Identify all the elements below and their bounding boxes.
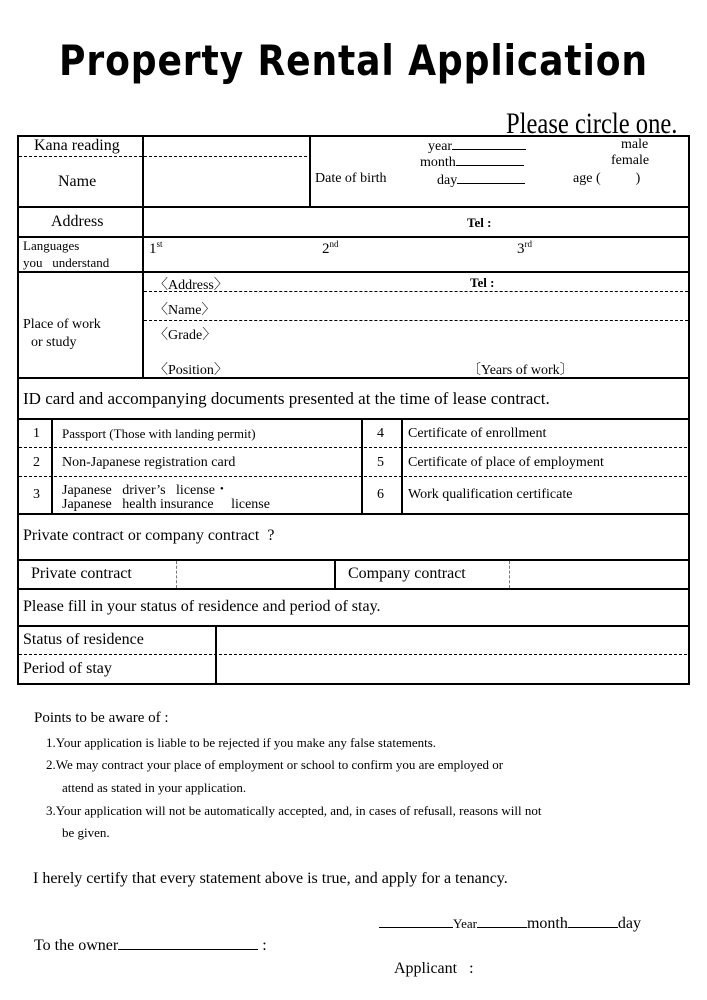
work-grade: 〈Grade〉	[154, 328, 217, 343]
note-line: be given.	[62, 825, 110, 840]
id-item-text: Non-Japanese registration card	[62, 455, 236, 470]
id-item-num: 4	[377, 426, 384, 441]
address-label: Address	[51, 213, 104, 230]
kana-label: Kana reading	[34, 137, 120, 154]
id-item-text: Japanese driver’s license ･	[62, 483, 226, 498]
id-item-text: Certificate of enrollment	[408, 426, 547, 441]
residence-heading: Please fill in your status of residence and period of stay.	[23, 598, 381, 615]
contract-question: Private contract or company contract ?	[23, 527, 275, 544]
gender-female[interactable]: female	[611, 153, 650, 168]
note-line: 2.We may contract your place of employment or school to confirm you are employed or	[46, 757, 504, 772]
dob-label: Date of birth	[315, 171, 387, 186]
gender-male[interactable]: male	[621, 137, 649, 152]
company-contract-option[interactable]: Company contract	[348, 565, 466, 582]
language-3rd: 3rd	[517, 239, 532, 257]
id-item-text: Work qualification certificate	[408, 487, 573, 502]
id-item-text: Certificate of place of employment	[408, 455, 604, 470]
work-label-2: or study	[31, 335, 77, 350]
certification-statement: I herely certify that every statement above is true, and apply for a tenancy.	[33, 870, 508, 887]
work-name: 〈Name〉	[154, 303, 216, 318]
address-tel: Tel :	[467, 215, 492, 230]
note-line: attend as stated in your application.	[62, 780, 247, 795]
dob-day: day	[437, 171, 525, 189]
work-address: 〈Address〉	[154, 278, 228, 293]
id-item-num: 1	[33, 426, 40, 441]
dob-year: year	[428, 137, 526, 155]
notes-heading: Points to be aware of :	[34, 710, 169, 726]
work-tel: Tel :	[470, 275, 495, 290]
signature-date: Year month day	[379, 915, 641, 933]
page-title: Property Rental Application	[59, 36, 648, 85]
status-of-residence-label: Status of residence	[23, 631, 144, 648]
languages-label-1: Languages	[23, 238, 80, 253]
private-contract-option[interactable]: Private contract	[31, 565, 132, 582]
note-line: 1.Your application is liable to be rejected if you make any false statements.	[46, 735, 437, 750]
circle-instruction: Please circle one.	[506, 107, 678, 140]
period-of-stay-label: Period of stay	[23, 660, 112, 677]
work-position: 〈Position〉	[154, 363, 228, 378]
id-heading: ID card and accompanying documents presented at the time of lease contract.	[23, 389, 550, 408]
id-item-text-2: Japanese health insurance license	[62, 497, 270, 512]
id-item-num: 6	[377, 487, 384, 502]
name-label: Name	[58, 173, 97, 190]
owner-line: To the owner :	[34, 937, 267, 954]
language-1st: 1st	[149, 239, 163, 257]
applicant-label: Applicant :	[394, 960, 474, 977]
id-item-text: Passport (Those with landing permit)	[62, 426, 256, 441]
work-years: 〔Years of work〕	[467, 363, 574, 378]
language-2nd: 2nd	[322, 239, 339, 257]
id-item-num: 5	[377, 455, 384, 470]
id-item-num: 2	[33, 455, 40, 470]
note-line: 3.Your application will not be automatically accepted, and, in cases of refusall, reasons will not	[46, 803, 542, 818]
dob-month: month	[420, 153, 524, 171]
id-item-num: 3	[33, 487, 40, 502]
work-label-1: Place of work	[23, 317, 101, 332]
age-field: age ( )	[573, 171, 641, 186]
languages-label-2: you understand	[23, 255, 110, 270]
